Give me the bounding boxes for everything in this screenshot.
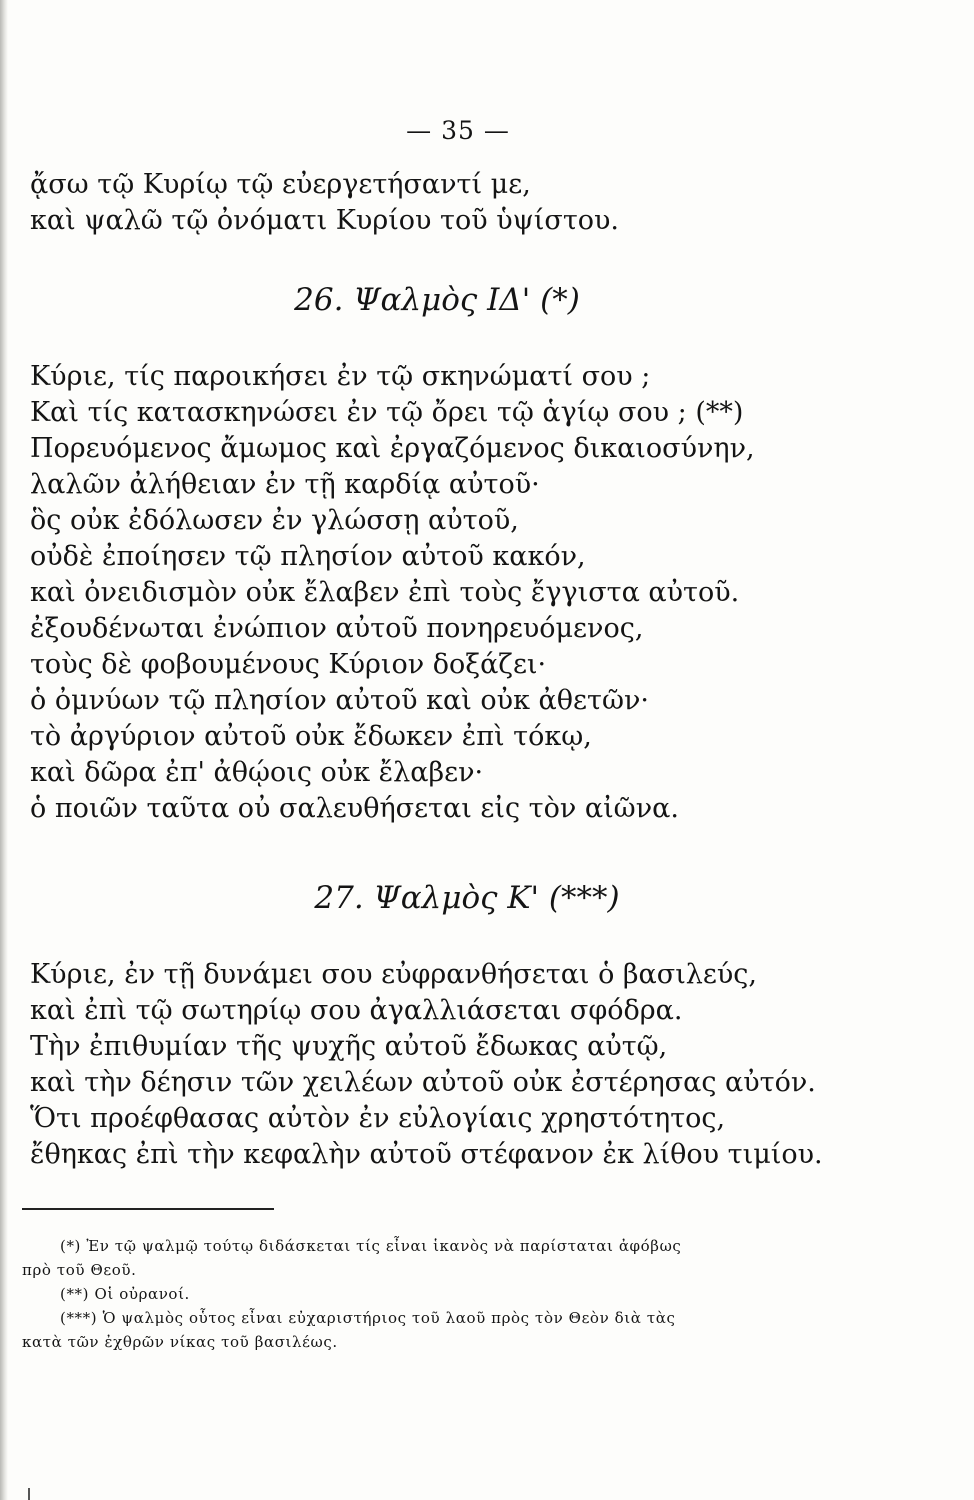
footnote-continuation: πρὸ τοῦ Θεοῦ.: [22, 1261, 137, 1279]
verse-line: ὁ ποιῶν ταῦτα οὐ σαλευθήσεται εἰς τὸν αἰῶνα.: [30, 793, 679, 824]
footnote-continuation: κατὰ τῶν ἐχθρῶν νίκας τοῦ βασιλέως.: [22, 1333, 338, 1351]
verse-line: ὃς οὐκ ἐδόλωσεν ἐν γλώσσῃ αὐτοῦ,: [30, 505, 519, 536]
verse-line: Κύριε, τίς παροικήσει ἐν τῷ σκηνώματί σου ;: [30, 361, 651, 392]
verse-line: οὐδὲ ἐποίησεν τῷ πλησίον αὐτοῦ κακόν,: [30, 541, 586, 572]
verse-line: Καὶ τίς κατασκηνώσει ἐν τῷ ὄρει τῷ ἁγίῳ σου ; (**): [30, 397, 744, 428]
footnote: [22, 1282, 842, 1306]
verse-line: ὁ ὀμνύων τῷ πλησίον αὐτοῦ καὶ οὐκ ἀθετῶν·: [30, 685, 649, 716]
footnote: [22, 1234, 842, 1258]
page-number: — 35 —: [406, 116, 510, 145]
psalm-27-heading: 27. Ψαλμὸς Κ' (***): [314, 880, 620, 916]
footnotes: [22, 1234, 842, 1354]
footnote-divider: [22, 1208, 274, 1210]
footnote-line: (*) Ἐν τῷ ψαλμῷ τούτῳ διδάσκεται τίς εἶναι ἱκανὸς νὰ παρίσταται ἀφόβως: [60, 1237, 682, 1255]
verse-line: καὶ δῶρα ἐπ' ἀθῴοις οὐκ ἔλαβεν·: [30, 757, 484, 788]
verse-line: Κύριε, ἐν τῇ δυνάμει σου εὐφρανθήσεται ὁ βασιλεύς,: [30, 959, 758, 990]
verse-line: καὶ ψαλῶ τῷ ὀνόματι Κυρίου τοῦ ὑψίστου.: [30, 205, 620, 236]
footnote-line: (***) Ὁ ψαλμὸς οὗτος εἶναι εὐχαριστήριος τοῦ λαοῦ πρὸς τὸν Θεὸν διὰ τὰς: [60, 1309, 676, 1327]
footnote-line: (**) Οἱ οὐρανοί.: [60, 1285, 190, 1303]
psalm-26-verse-block: [30, 359, 755, 827]
verse-line: ἔθηκας ἐπὶ τὴν κεφαλὴν αὐτοῦ στέφανον ἐκ λίθου τιμίου.: [30, 1139, 823, 1170]
footnote: [22, 1306, 842, 1330]
verse-line: καὶ ὀνειδισμὸν οὐκ ἔλαβεν ἐπὶ τοὺς ἔγγιστα αὐτοῦ.: [30, 577, 740, 608]
verse-line: τοὺς δὲ φοβουμένους Κύριον δοξάζει·: [30, 649, 547, 680]
page-edge-shadow: [0, 0, 8, 1500]
verse-line: ᾄσω τῷ Κυρίῳ τῷ εὐεργετήσαντί με,: [30, 169, 531, 200]
print-mark: [28, 1488, 30, 1500]
opening-verse-block: [30, 167, 619, 239]
verse-line: καὶ ἐπὶ τῷ σωτηρίῳ σου ἀγαλλιάσεται σφόδρα.: [30, 995, 683, 1026]
verse-line: λαλῶν ἀλήθειαν ἐν τῇ καρδίᾳ αὐτοῦ·: [30, 469, 540, 500]
verse-line: Τὴν ἐπιθυμίαν τῆς ψυχῆς αὐτοῦ ἔδωκας αὐτῷ,: [30, 1031, 668, 1062]
verse-line: Ὅτι προέφθασας αὐτὸν ἐν εὐλογίαις χρηστότητος,: [30, 1103, 726, 1134]
verse-line: ἐξουδένωται ἐνώπιον αὐτοῦ πονηρευόμενος,: [30, 613, 644, 644]
psalm-27-verse-block: [30, 957, 823, 1173]
verse-line: καὶ τὴν δέησιν τῶν χειλέων αὐτοῦ οὐκ ἐστέρησας αὐτόν.: [30, 1067, 816, 1098]
psalm-26-heading: 26. Ψαλμὸς ΙΔ' (*): [294, 282, 580, 318]
verse-line: Πορευόμενος ἄμωμος καὶ ἐργαζόμενος δικαιοσύνην,: [30, 433, 755, 464]
verse-line: τὸ ἀργύριον αὐτοῦ οὐκ ἔδωκεν ἐπὶ τόκῳ,: [30, 721, 592, 752]
